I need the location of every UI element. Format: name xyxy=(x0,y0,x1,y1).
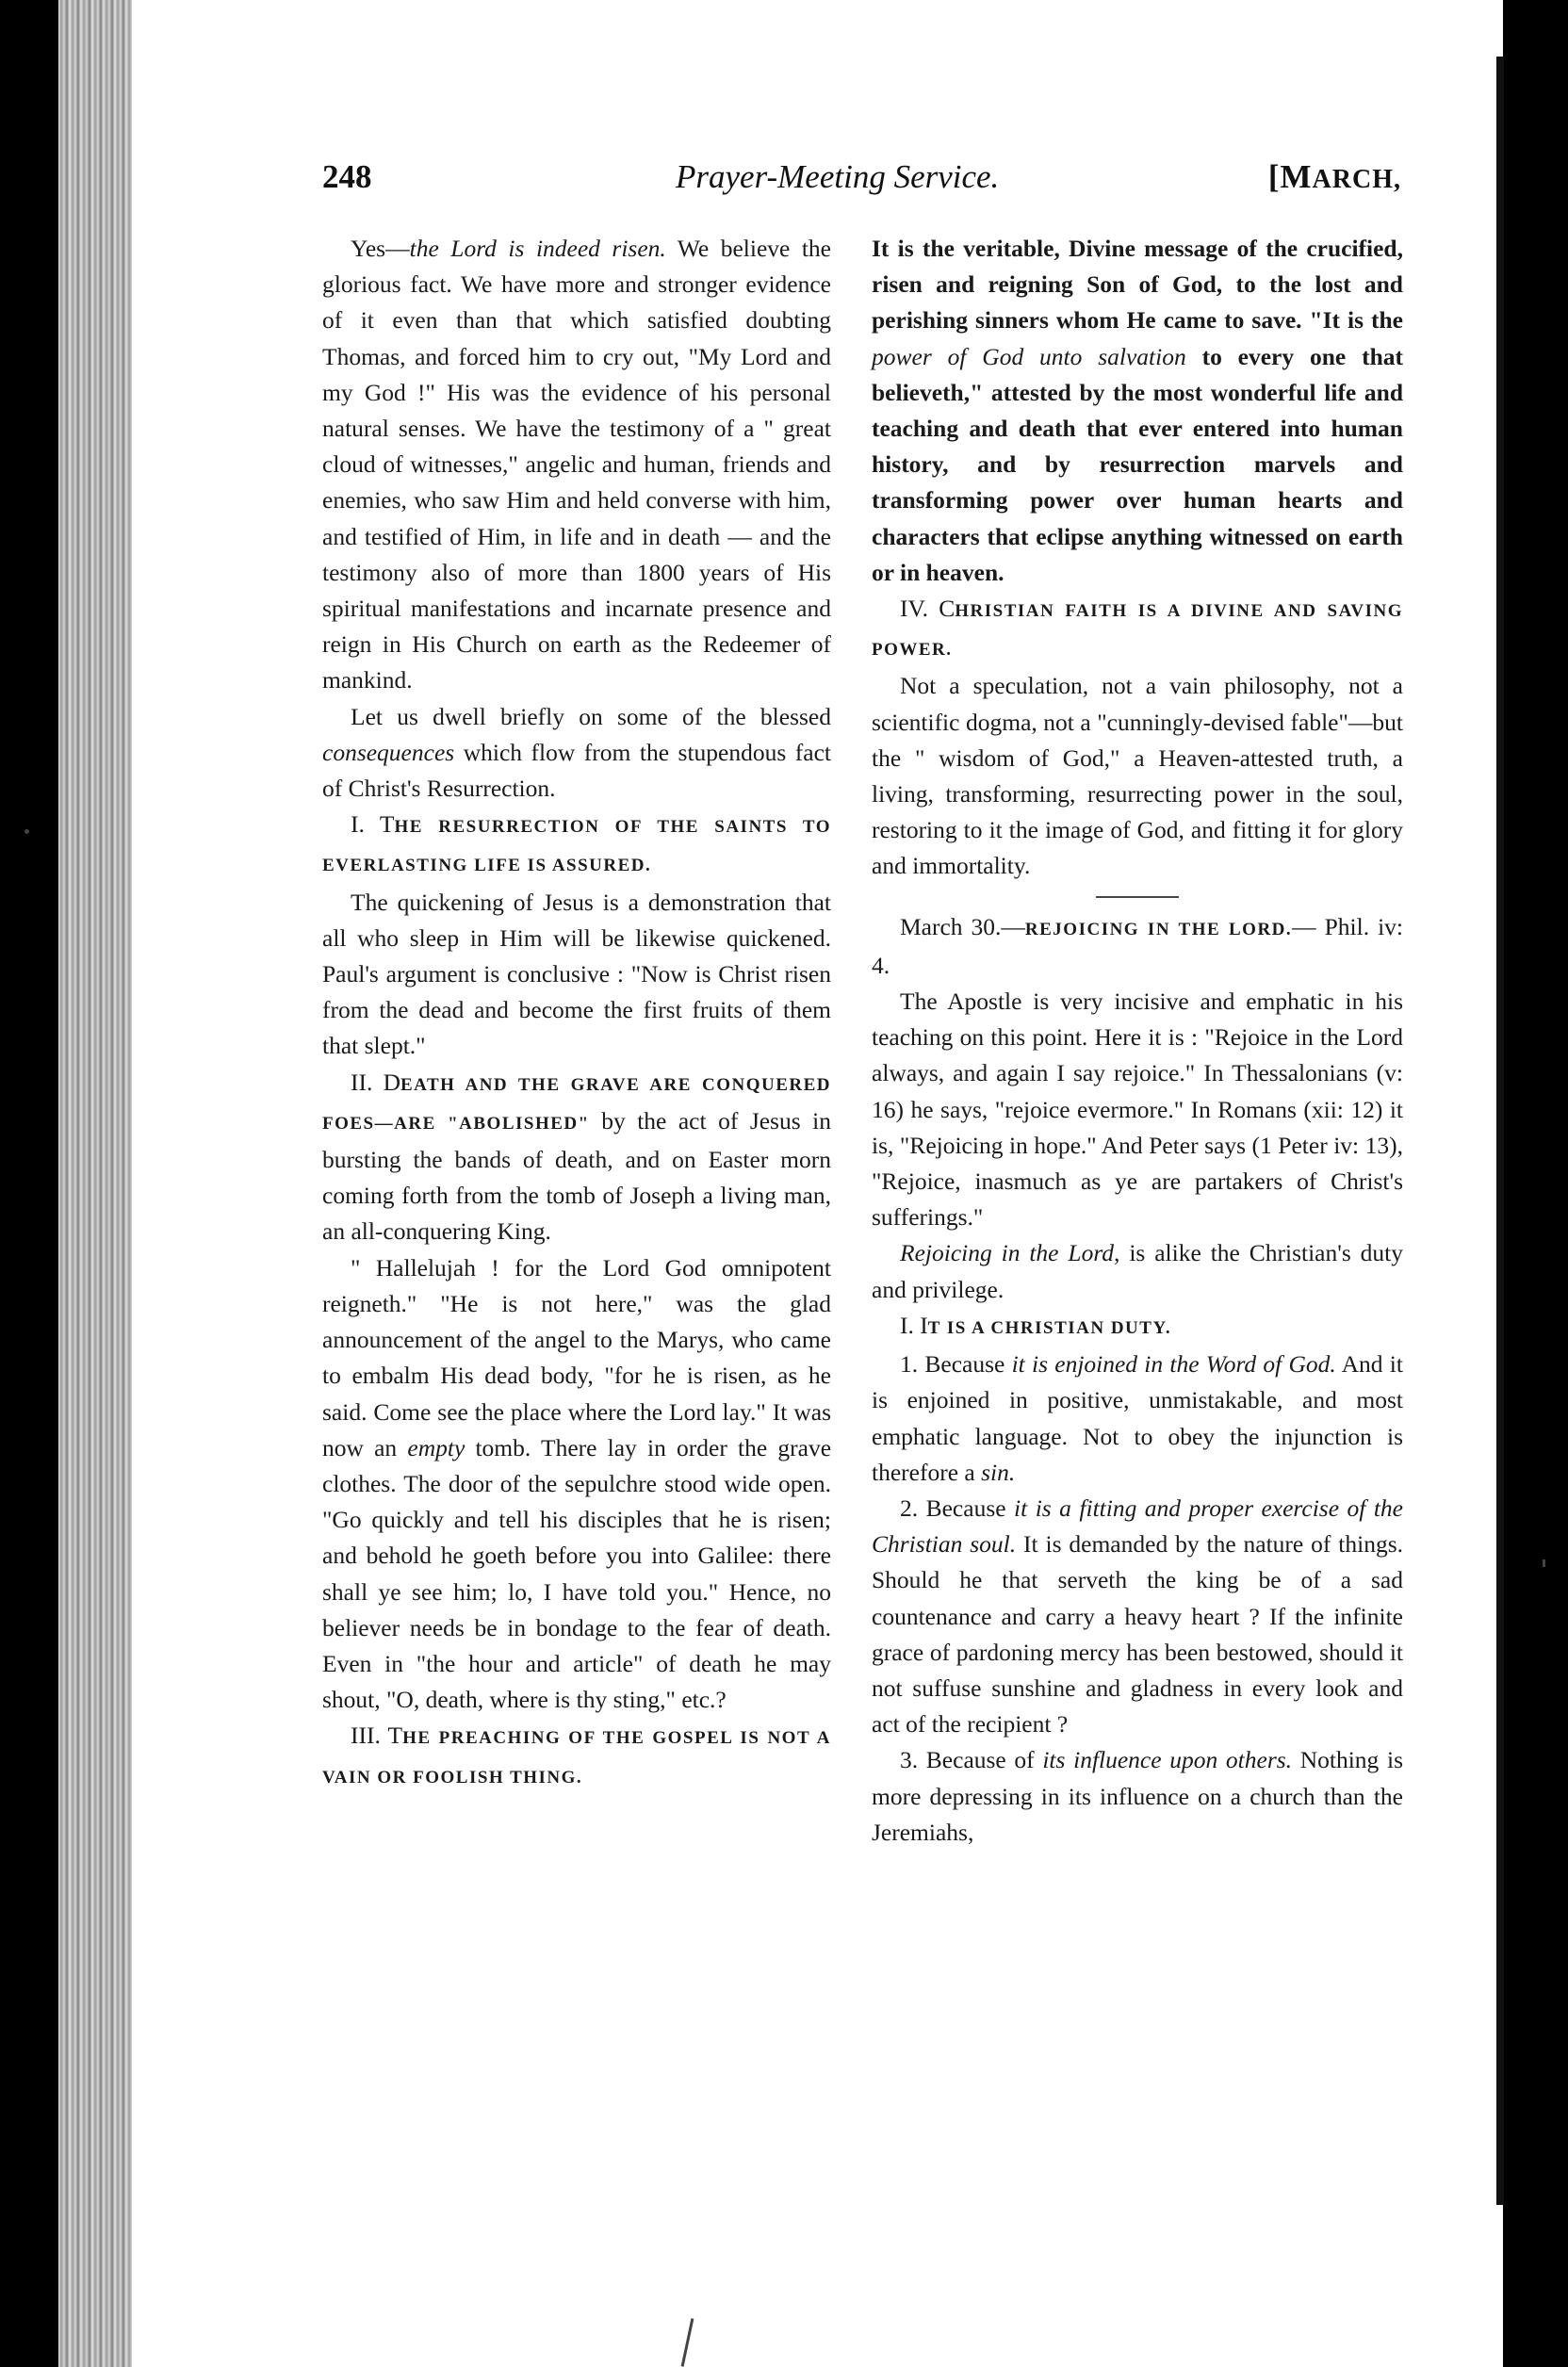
section-divider xyxy=(1096,896,1179,898)
running-header xyxy=(322,158,1401,215)
page-edge-shadow xyxy=(1496,57,1504,2205)
left-column xyxy=(322,231,831,1796)
section-heading: I. IT IS A CHRISTIAN DUTY. xyxy=(900,1311,1172,1339)
section-heading: I. THE RESURRECTION OF THE SAINTS TO EVERLASTING LIFE IS ASSURED. xyxy=(322,810,832,876)
running-month: [MARCH, xyxy=(1267,158,1401,195)
paragraph: " Hallelujah ! for the Lord God omnipotent reigneth." "He is not here," was the glad announcement of the angel to the Marys, who came to embalm His dead body, "for he is risen, as he said. Come see the place where the Lord lay." It was now an empty tomb. There lay in order the grave clothes. The door of the sepulchre stood wide open. "Go quickly and tell his disciples that he is risen; and behold he goeth before you into Galilee: there shall ye see him; lo, I have told you." Hence, no believer needs be in bondage to the fear of death. Even in "the hour and article" of death he may shout, "O, death, where is thy sting," etc.? xyxy=(322,1253,832,1714)
paragraph: Yes—the Lord is indeed risen. We believe the glorious fact. We have more and stronger evidence of it even than that which satisfied doubting Thomas, and forced him to cry out, "My Lord and my God !" His was the evidence of his personal natural senses. We have the testimony of a " great cloud of witnesses," angelic and human, friends and enemies, who saw Him and held converse with him, and testified of Him, in life and in death — and the testimony also of more than 1800 years of His spiritual manifestations and incarnate presence and reign in His Church on earth as the Redeemer of mankind. xyxy=(322,235,831,694)
paragraph: Rejoicing in the Lord, is alike the Christian's duty and privilege. xyxy=(872,1239,1403,1303)
section-heading: III. THE PREACHING OF THE GOSPEL IS NOT A VAIN OR FOOLISH THING. xyxy=(322,1722,831,1787)
running-title: Prayer-Meeting Service. xyxy=(676,158,1000,195)
book-spine-gutter xyxy=(58,0,132,2367)
paragraph: 2. Because it is a fitting and proper exercise of the Christian soul. It is demanded by the nature of things. Should he that serveth the king be of a sad countenance and carry a heavy heart ? If the infinite grace of pardoning mercy has been bestowed, should it not suffuse sunshine and gladness in every look and act of the recipient ? xyxy=(872,1494,1403,1739)
section-heading: IV. CHRISTIAN FAITH IS A DIVINE AND SAVING POWER. xyxy=(872,595,1403,661)
scan-speck xyxy=(1543,1559,1545,1567)
paragraph: It is the veritable, Divine message of the crucified, risen and reigning Son of God, to the lost and perishing sinners whom He came to save. "It is the power of God unto salvation to every one that believeth," attested by the most wonderful life and teaching and death that ever entered into human history, and by resurrection marvels and transforming power over human hearts and characters that eclipse anything witnessed on earth or in heaven. xyxy=(872,235,1403,586)
paragraph: 1. Because it is enjoined in the Word of God. And it is enjoined in positive, unmistakable, and most emphatic language. Not to obey the injunction is therefore a sin. xyxy=(872,1350,1403,1486)
paragraph: The Apostle is very incisive and emphatic in his teaching on this point. Here it is : "Rejoice in the Lord always, and again I say rejoice." In Thessalonians (v: 16) he says, "rejoice evermore." In Romans (xii: 12) it is, "Rejoicing in hope." And Peter says (1 Peter iv: 13), "Rejoice, inasmuch as ye are partakers of Christ's sufferings." xyxy=(872,988,1403,1232)
page-number: 248 xyxy=(322,158,372,195)
date-heading: March 30.—REJOICING IN THE LORD.— Phil. iv: 4. xyxy=(872,912,1403,979)
scan-speck xyxy=(24,829,29,834)
paragraph: Not a speculation, not a vain philosophy, not a scientific dogma, not a "cunningly-devised fable"—but the " wisdom of God," a Heaven-attested truth, a living, transforming, resurrecting power in the soul, restoring to it the image of God, and fitting it for glory and immortality. xyxy=(872,672,1403,880)
paragraph: The quickening of Jesus is a demonstration that all who sleep in Him will be likewise quickened. Paul's argument is conclusive : "Now is Christ risen from the dead and become the first fruits of them that slept." xyxy=(322,888,831,1060)
paragraph: 3. Because of its influence upon others. Nothing is more depressing in its influence on a church than the Jeremiahs, xyxy=(872,1746,1403,1846)
right-column xyxy=(872,231,1403,1851)
section-heading: II. DEATH AND THE GRAVE ARE CONQUERED FOES—ARE "ABOLISHED" by the act of Jesus in bursting the bands of death, and on Easter morn coming forth from the tomb of Joseph a living man, an all-conquering King. xyxy=(322,1068,832,1246)
paragraph: Let us dwell briefly on some of the blessed consequences which flow from the stupendous fact of Christ's Resurrection. xyxy=(322,702,831,803)
